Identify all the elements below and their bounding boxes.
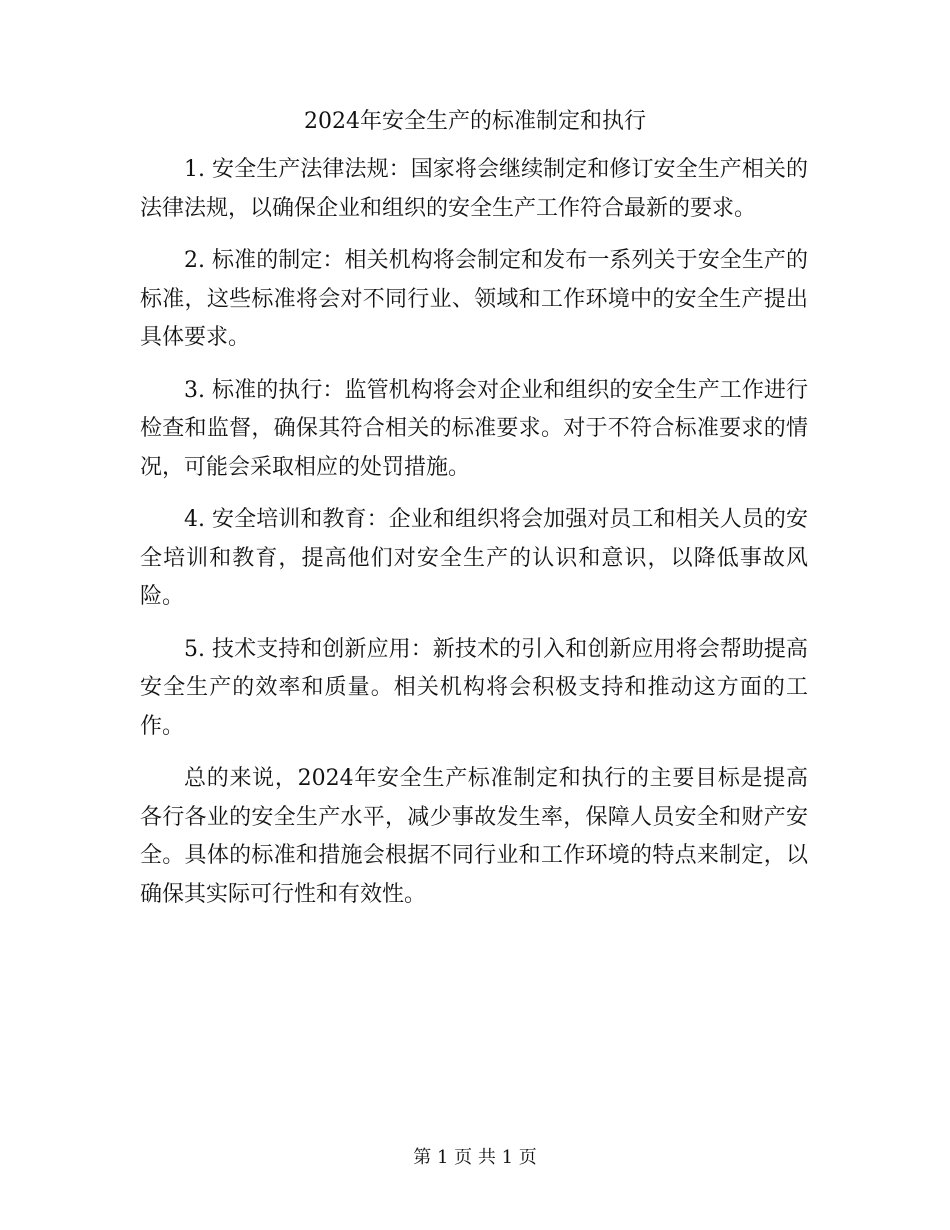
paragraph-1: 1. 安全生产法律法规：国家将会继续制定和修订安全生产相关的法律法规，以确保企业和组织的安全生产工作符合最新的要求。: [140, 157, 808, 221]
document-body: [140, 151, 808, 928]
paragraph-2: 2. 标准的制定：相关机构将会制定和发布一系列关于安全生产的标准，这些标准将会对不同行业、领域和工作环境中的安全生产提出具体要求。: [140, 248, 808, 350]
paragraph-4: 4. 安全培训和教育：企业和组织将会加强对员工和相关人员的安全培训和教育，提高他们对安全生产的认识和意识，以降低事故风险。: [140, 507, 808, 609]
document-title: 2024年安全生产的标准制定和执行: [304, 109, 646, 134]
paragraph-3: 3. 标准的执行：监管机构将会对企业和组织的安全生产工作进行检查和监督，确保其符合相关的标准要求。对于不符合标准要求的情况，可能会采取相应的处罚措施。: [140, 377, 808, 480]
paragraph-5: 5. 技术支持和创新应用：新技术的引入和创新应用将会帮助提高安全生产的效率和质量。相关机构将会积极支持和推动这方面的工作。: [140, 636, 808, 739]
paragraph-summary: 总的来说，2024年安全生产标准制定和执行的主要目标是提高各行各业的安全生产水平，减少事故发生率，保障人员安全和财产安全。具体的标准和措施会根据不同行业和工作环境的特点来制定，以确保其实际可行性和有效性。: [140, 766, 808, 907]
page-footer: 第 1 页 共 1 页: [413, 1147, 537, 1168]
